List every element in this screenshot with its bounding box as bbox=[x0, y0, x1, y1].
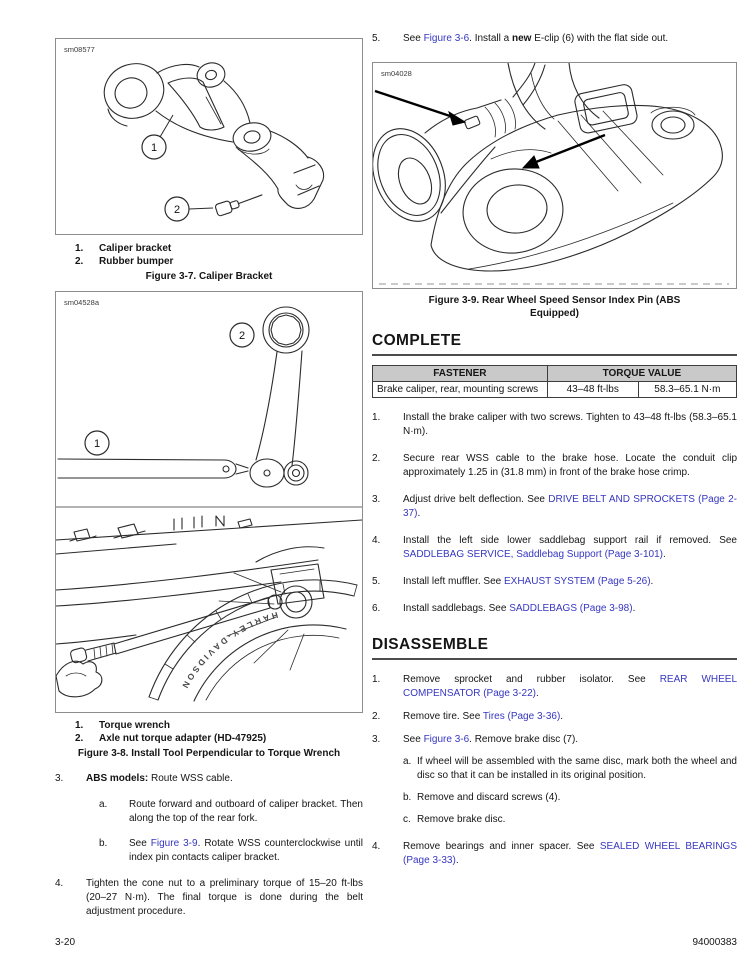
link-exhaust-system[interactable]: EXHAUST SYSTEM (Page 5-26) bbox=[503, 576, 651, 587]
list-subitem-b bbox=[403, 791, 737, 805]
item-text bbox=[403, 710, 737, 724]
link-figure-3-6[interactable]: Figure 3-6 bbox=[423, 734, 470, 745]
text-segment: . Install a bbox=[469, 33, 512, 44]
item-letter: c. bbox=[403, 814, 411, 825]
text-segment: See bbox=[403, 33, 424, 44]
cell-fastener: Brake caliper, rear, mounting screws bbox=[373, 382, 548, 398]
text-segment: See bbox=[129, 838, 151, 849]
section-heading-disassemble: DISASSEMBLE bbox=[372, 636, 737, 660]
item-number: 1. bbox=[372, 412, 381, 423]
text-segment: . Rotate WSS counterclockwise until index pin contacts caliper bracket. bbox=[129, 838, 363, 863]
figure-3-9-box bbox=[372, 62, 737, 289]
section-heading-complete: COMPLETE bbox=[372, 332, 737, 356]
torque-table bbox=[372, 365, 737, 398]
legend-item bbox=[75, 732, 363, 745]
caliper-bracket-art bbox=[431, 63, 722, 271]
legend-num: 2. bbox=[75, 256, 84, 267]
item-text: Remove brake disc. bbox=[417, 814, 506, 825]
item-text: Route forward and outboard of caliper bracket. Then along the top of the rear fork. bbox=[129, 799, 363, 824]
column-header-fastener: FASTENER bbox=[373, 366, 548, 382]
callout-1 bbox=[142, 115, 173, 159]
list-item-2 bbox=[372, 452, 737, 480]
link-saddlebags[interactable]: SADDLEBAGS (Page 3-98) bbox=[509, 603, 633, 614]
svg-text:1: 1 bbox=[93, 438, 101, 450]
text-segment: Install saddlebags. See bbox=[403, 603, 510, 614]
list-subitem-a bbox=[403, 755, 737, 783]
item-text bbox=[403, 575, 737, 589]
callout-2 bbox=[230, 323, 254, 347]
list-item-3 bbox=[372, 493, 737, 521]
legend-label: Axle nut torque adapter (HD-47925) bbox=[99, 733, 267, 744]
item-text bbox=[129, 837, 363, 865]
torque-wrench-drawing bbox=[56, 292, 362, 712]
item-number: 4. bbox=[55, 878, 64, 889]
item-number: 2. bbox=[372, 453, 381, 464]
list-item-1 bbox=[372, 411, 737, 439]
wss-index-pin-drawing bbox=[373, 63, 736, 288]
svg-text:2: 2 bbox=[173, 204, 181, 216]
wheel-in-situ-art bbox=[56, 516, 362, 701]
item-number: 2. bbox=[372, 711, 381, 722]
item-text bbox=[403, 840, 737, 868]
list-item-5 bbox=[372, 32, 737, 46]
list-subitem-b bbox=[99, 837, 363, 865]
figure-3-8-legend bbox=[55, 719, 363, 745]
legend-num: 1. bbox=[75, 243, 84, 254]
text-segment: E-clip (6) with the flat side out. bbox=[531, 33, 669, 44]
item-text bbox=[403, 602, 737, 616]
text-segment: . bbox=[455, 855, 459, 866]
item-letter: a. bbox=[99, 799, 108, 810]
legend-item bbox=[75, 255, 363, 268]
item-number: 1. bbox=[372, 674, 381, 685]
item-number: 5. bbox=[372, 576, 381, 587]
figure-3-8-caption: Figure 3-8. Install Tool Perpendicular to Torque Wrench bbox=[77, 748, 341, 759]
list-item-5 bbox=[372, 575, 737, 589]
text-segment: Install left muffler. See bbox=[403, 576, 504, 587]
torque-adapter-art bbox=[58, 307, 309, 487]
item-text: Install the brake caliper with two screws. Tighten to 43–48 ft-lbs (58.3–65.1 N·m). bbox=[403, 412, 737, 437]
page-footer bbox=[55, 937, 737, 948]
figure-code: sm04528a bbox=[64, 298, 100, 307]
item-text: Remove and discard screws (4). bbox=[417, 792, 561, 803]
item-text bbox=[403, 493, 737, 521]
list-item-1 bbox=[372, 673, 737, 701]
link-sealed-wheel-bearings[interactable]: SEALED WHEEL BEARINGS (Page 3-33) bbox=[403, 841, 737, 866]
item-text bbox=[403, 32, 737, 46]
table-row bbox=[373, 382, 737, 398]
cell-nm: 58.3–65.1 N·m bbox=[638, 382, 736, 398]
item-number: 5. bbox=[372, 33, 381, 44]
text-segment: . Remove brake disc (7). bbox=[469, 734, 579, 745]
legend-item bbox=[75, 719, 363, 732]
item-letter: b. bbox=[403, 792, 412, 803]
right-column bbox=[372, 26, 737, 919]
item-number: 4. bbox=[372, 841, 381, 852]
item-number: 3. bbox=[55, 773, 64, 784]
link-tires[interactable]: Tires (Page 3-36) bbox=[482, 711, 561, 722]
link-rear-wheel-compensator[interactable]: REAR WHEEL COMPENSATOR (Page 3-22) bbox=[403, 674, 738, 699]
text-segment: Route WSS cable. bbox=[148, 773, 233, 784]
text-segment: . bbox=[662, 549, 666, 560]
caliper-bracket-drawing bbox=[56, 39, 362, 234]
tire-sidewall-text: HARLEY-DAVIDSON bbox=[178, 610, 280, 693]
text-segment: Adjust drive belt deflection. See bbox=[403, 494, 549, 505]
legend-label: Torque wrench bbox=[99, 720, 170, 731]
page-number: 3-20 bbox=[55, 937, 76, 948]
list-item-3 bbox=[55, 772, 363, 786]
left-column bbox=[55, 26, 363, 919]
figure-3-9-caption: Figure 3-9. Rear Wheel Speed Sensor Index Pin (ABS Equipped) bbox=[428, 295, 681, 319]
table-header-row bbox=[373, 366, 737, 382]
link-figure-3-9[interactable]: Figure 3-9 bbox=[150, 838, 198, 849]
bold-text: ABS models: bbox=[86, 773, 149, 784]
callout-1 bbox=[85, 431, 109, 455]
figure-code: sm08577 bbox=[64, 45, 95, 54]
figure-3-8-box bbox=[55, 291, 363, 713]
cell-ftlbs: 43–48 ft-lbs bbox=[547, 382, 638, 398]
text-segment: Install the left side lower saddlebag support rail if removed. See bbox=[403, 535, 737, 546]
item-letter: b. bbox=[99, 838, 108, 849]
pointer-arrow-icon bbox=[523, 135, 605, 168]
item-number: 4. bbox=[372, 535, 381, 546]
column-header-torque: TORQUE VALUE bbox=[547, 366, 736, 382]
figure-3-7-caption: Figure 3-7. Caliper Bracket bbox=[145, 271, 273, 282]
text-segment: Remove tire. See bbox=[403, 711, 483, 722]
text-segment: See bbox=[403, 734, 424, 745]
item-text bbox=[403, 673, 737, 701]
svg-text:2: 2 bbox=[238, 330, 246, 342]
text-segment: . bbox=[536, 688, 539, 699]
pointer-arrow-icon bbox=[375, 91, 465, 125]
text-segment: . bbox=[632, 603, 636, 614]
figure-code: sm04028 bbox=[381, 69, 412, 78]
legend-num: 1. bbox=[75, 720, 84, 731]
item-text bbox=[403, 534, 737, 562]
svg-text:1: 1 bbox=[150, 142, 158, 154]
item-text: If wheel will be assembled with the same disc, mark both the wheel and disc so that it can be installed in its original position. bbox=[417, 756, 737, 781]
rubber-bumper-art bbox=[215, 190, 264, 216]
legend-label: Rubber bumper bbox=[99, 256, 174, 267]
item-text bbox=[86, 772, 363, 786]
list-item-4 bbox=[55, 877, 363, 919]
text-segment: Remove sprocket and rubber isolator. See bbox=[403, 674, 660, 685]
document-number: 94000383 bbox=[692, 937, 737, 948]
item-text: Secure rear WSS cable to the brake hose. Locate the conduit clip approximately 1.25 in (31.8 mm) in front of the brake hose crimp. bbox=[403, 453, 737, 478]
item-letter: a. bbox=[403, 756, 412, 767]
text-segment: . bbox=[650, 576, 654, 587]
list-item-4 bbox=[372, 840, 737, 868]
caliper-bracket-art bbox=[97, 56, 324, 216]
list-item-4 bbox=[372, 534, 737, 562]
link-drive-belt-and-sprockets[interactable]: DRIVE BELT AND SPROCKETS (Page 2-37) bbox=[403, 494, 737, 519]
link-saddlebag-service[interactable]: SADDLEBAG SERVICE, Saddlebag Support (Page 3-101) bbox=[403, 549, 663, 560]
list-subitem-c bbox=[403, 813, 737, 827]
link-figure-3-6[interactable]: Figure 3-6 bbox=[423, 33, 470, 44]
legend-num: 2. bbox=[75, 733, 84, 744]
text-segment: Remove bearings and inner spacer. See bbox=[403, 841, 600, 852]
figure-3-7-box bbox=[55, 38, 363, 235]
legend-item bbox=[75, 242, 363, 255]
wheel-speed-sensor-art bbox=[373, 63, 545, 232]
legend-label: Caliper bracket bbox=[99, 243, 172, 254]
text-segment: . bbox=[417, 508, 421, 519]
item-number: 3. bbox=[372, 494, 381, 505]
text-segment: . bbox=[560, 711, 564, 722]
figure-3-7-legend bbox=[55, 242, 363, 268]
item-number: 3. bbox=[372, 734, 381, 745]
item-text: Tighten the cone nut to a preliminary torque of 15–20 ft-lbs (20–27 N·m). The final torque is done during the belt adjustment procedure. bbox=[86, 878, 363, 917]
list-item-6 bbox=[372, 602, 737, 616]
item-text bbox=[403, 733, 737, 747]
item-number: 6. bbox=[372, 603, 381, 614]
bold-text: new bbox=[511, 33, 532, 44]
list-subitem-a bbox=[99, 798, 363, 826]
list-item-2 bbox=[372, 710, 737, 724]
list-item-3 bbox=[372, 733, 737, 747]
callout-2 bbox=[165, 197, 213, 221]
